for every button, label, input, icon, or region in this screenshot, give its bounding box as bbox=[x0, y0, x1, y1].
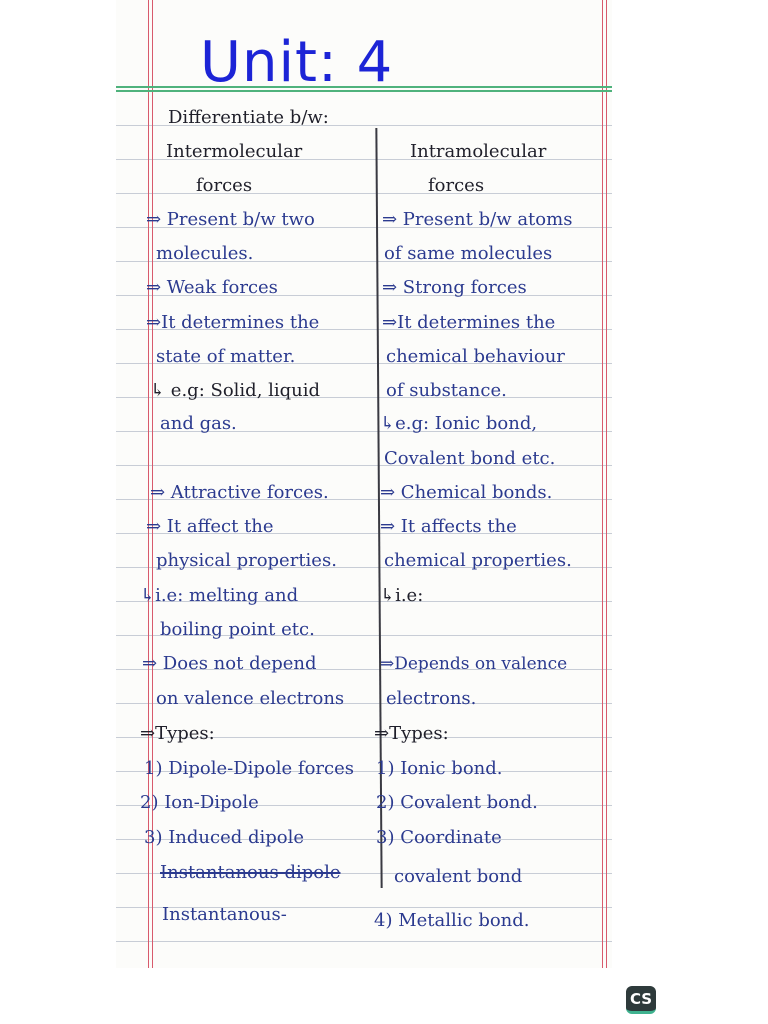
right-line-13: ⇒Depends on valence bbox=[380, 654, 568, 674]
left-line-12: boiling point etc. bbox=[160, 619, 315, 640]
col-heading-inter-1: Intermolecular bbox=[166, 141, 303, 162]
right-line-2: of same molecules bbox=[384, 243, 553, 264]
right-line-12: ↳i.e: bbox=[380, 585, 424, 606]
left-margin-line bbox=[148, 0, 149, 968]
left-line-7: and gas. bbox=[160, 413, 237, 434]
right-line-14: electrons. bbox=[386, 688, 477, 709]
heading: Differentiate b/w: bbox=[168, 107, 329, 128]
right-line-18: 3) Coordinate bbox=[376, 827, 502, 848]
right-margin-line bbox=[602, 0, 603, 968]
left-line-11: ↳i.e: melting and bbox=[140, 585, 299, 606]
left-line-9: ⇒ It affect the bbox=[146, 516, 274, 537]
right-line-19: covalent bond bbox=[394, 866, 523, 887]
right-line-20: 4) Metallic bond. bbox=[374, 910, 530, 931]
left-line-13: ⇒ Does not depend bbox=[142, 653, 317, 674]
left-line-6: ↳ e.g: Solid, liquid bbox=[150, 380, 321, 401]
left-line-10: physical properties. bbox=[156, 550, 337, 571]
page-title: Unit: 4 bbox=[200, 30, 394, 95]
col-heading-intra-2: forces bbox=[428, 175, 485, 196]
right-line-17: 2) Covalent bond. bbox=[376, 792, 538, 813]
right-line-11: chemical properties. bbox=[384, 550, 572, 571]
left-line-15: ⇒Types: bbox=[140, 723, 215, 744]
right-line-3: ⇒ Strong forces bbox=[382, 277, 527, 298]
right-line-10: ⇒ It affects the bbox=[380, 516, 517, 537]
right-line-8: Covalent bond etc. bbox=[384, 448, 556, 469]
left-line-19-struck: Instantanous dipole bbox=[160, 862, 341, 883]
right-line-1: ⇒ Present b/w atoms bbox=[382, 209, 573, 230]
camscanner-logo: CS bbox=[626, 986, 656, 1014]
left-line-18: 3) Induced dipole bbox=[144, 827, 305, 848]
left-line-16: 1) Dipole-Dipole forces bbox=[144, 758, 354, 779]
right-line-15: ⇒Types: bbox=[374, 723, 449, 744]
right-line-9: ⇒ Chemical bonds. bbox=[380, 482, 553, 503]
col-heading-inter-2: forces bbox=[196, 175, 253, 196]
right-line-16: 1) Ionic bond. bbox=[376, 758, 503, 779]
left-line-17: 2) Ion-Dipole bbox=[140, 792, 259, 813]
left-line-1: ⇒ Present b/w two bbox=[146, 209, 315, 230]
left-line-8: ⇒ Attractive forces. bbox=[150, 482, 329, 503]
right-line-6: of substance. bbox=[386, 380, 507, 401]
left-line-14: on valence electrons bbox=[156, 688, 345, 709]
col-heading-intra-1: Intramolecular bbox=[410, 141, 547, 162]
left-line-3: ⇒ Weak forces bbox=[146, 277, 278, 298]
right-margin-line-2 bbox=[606, 0, 607, 968]
left-line-2: molecules. bbox=[156, 243, 254, 264]
left-line-20: Instantanous- bbox=[162, 904, 287, 925]
left-line-4: ⇒It determines the bbox=[146, 312, 320, 333]
right-line-4: ⇒It determines the bbox=[382, 312, 556, 333]
right-line-7: ↳e.g: Ionic bond, bbox=[380, 413, 538, 434]
right-line-5: chemical behaviour bbox=[386, 346, 565, 367]
left-line-5: state of matter. bbox=[156, 346, 296, 367]
